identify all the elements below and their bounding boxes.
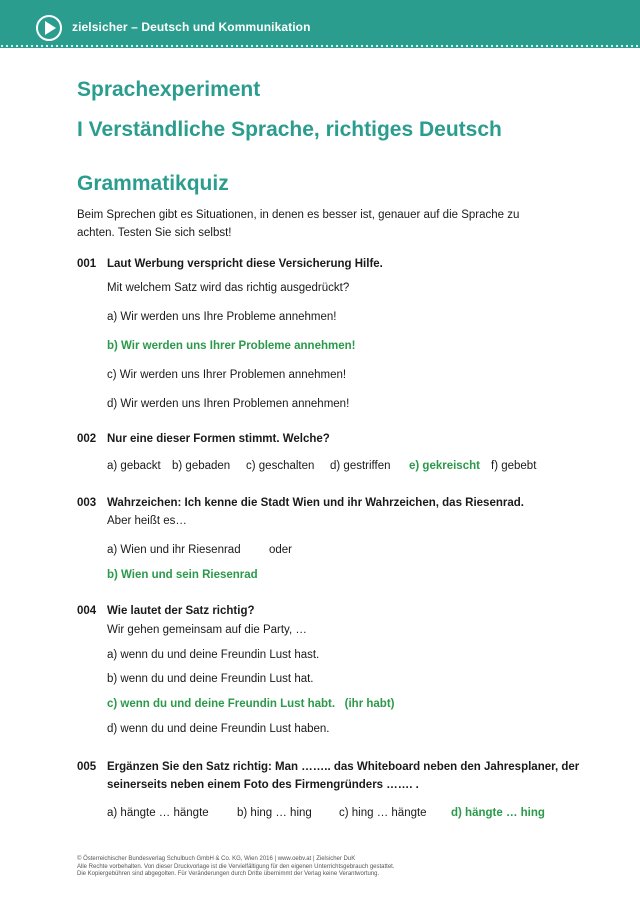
- page-title-line1: Sprachexperiment: [77, 78, 261, 101]
- q5-option-a: a) hängte … hängte: [107, 807, 209, 819]
- question-1-sub: Mit welchem Satz wird das richtig ausgedrückt?: [107, 282, 350, 294]
- question-number-5: 005: [77, 761, 97, 773]
- q3-option-a: a) Wien und ihr Riesenrad: [107, 544, 241, 556]
- q4-option-a: a) wenn du und deine Freundin Lust hast.: [107, 649, 320, 661]
- section-title: Grammatikquiz: [77, 172, 229, 195]
- footer-line2: Alle Rechte vorbehalten. Von dieser Druckvorlage ist die Vervielfältigung für den eigenen Unterrichtsgebrauch gestattet.: [77, 863, 395, 870]
- question-number-3: 003: [77, 497, 97, 509]
- question-5-line1: Ergänzen Sie den Satz richtig: Man …….. das Whiteboard neben den Jahresplaner, der: [107, 761, 580, 773]
- footer-line3: Die Kopiergebühren sind abgegolten. Für Veränderungen durch Dritte übernimmt der Verlag keine Verantwortung.: [77, 871, 380, 877]
- q1-option-b-correct: b) Wir werden uns Ihrer Probleme annehmen!: [107, 340, 356, 352]
- q2-option-a: a) gebackt: [107, 460, 161, 472]
- q3-or: oder: [269, 544, 293, 556]
- intro-line2: achten. Testen Sie sich selbst!: [77, 227, 232, 239]
- question-number-4: 004: [77, 605, 97, 617]
- question-4: Wie lautet der Satz richtig?: [107, 605, 255, 617]
- q2-option-f: f) gebebt: [491, 460, 537, 472]
- question-number-1: 001: [77, 258, 97, 270]
- q1-option-c: c) Wir werden uns Ihrer Problemen annehmen!: [107, 369, 347, 381]
- question-4-sub: Wir gehen gemeinsam auf die Party, …: [107, 624, 307, 636]
- q4-option-b: b) wenn du und deine Freundin Lust hat.: [107, 673, 314, 685]
- question-number-2: 002: [77, 433, 97, 445]
- question-2: Nur eine dieser Formen stimmt. Welche?: [107, 433, 330, 445]
- q5-option-c: c) hing … hängte: [339, 807, 427, 819]
- q2-option-e-correct: e) gekreischt: [409, 460, 480, 472]
- question-3: Wahrzeichen: Ich kenne die Stadt Wien und ihr Wahrzeichen, das Riesenrad.: [107, 497, 524, 509]
- page-title-line2: I Verständliche Sprache, richtiges Deutsch: [77, 118, 502, 141]
- question-5-line2: seinerseits neben einem Foto des Firmengründers ……. .: [107, 779, 419, 791]
- q1-option-a: a) Wir werden uns Ihre Probleme annehmen!: [107, 311, 337, 323]
- q2-option-b: b) gebaden: [172, 460, 231, 472]
- q4-option-d: d) wenn du und deine Freundin Lust haben.: [107, 723, 330, 735]
- question-1: Laut Werbung verspricht diese Versicherung Hilfe.: [107, 258, 383, 270]
- question-3-sub: Aber heißt es…: [107, 515, 187, 527]
- q4-option-c-correct: c) wenn du und deine Freundin Lust habt. (ihr habt): [107, 698, 395, 710]
- play-triangle-icon: [45, 21, 56, 35]
- footer-line1: © Österreichischer Bundesverlag Schulbuch GmbH & Co. KG, Wien 2016 | www.oebv.at | Zielsicher DuK: [77, 856, 356, 862]
- footer-copyright: [77, 856, 395, 879]
- brand-label: zielsicher – Deutsch und Kommunikation: [72, 20, 311, 34]
- q5-option-b: b) hing … hing: [237, 807, 312, 819]
- q2-option-d: d) gestriffen: [330, 460, 391, 472]
- q2-option-c: c) geschalten: [246, 460, 315, 472]
- q1-option-d: d) Wir werden uns Ihren Problemen annehmen!: [107, 398, 350, 410]
- q3-option-b-correct: b) Wien und sein Riesenrad: [107, 569, 258, 581]
- intro-line1: Beim Sprechen gibt es Situationen, in denen es besser ist, genauer auf die Sprache zu: [77, 209, 520, 221]
- header-dotted-edge: [0, 40, 640, 50]
- q5-option-d-correct: d) hängte … hing: [451, 807, 545, 819]
